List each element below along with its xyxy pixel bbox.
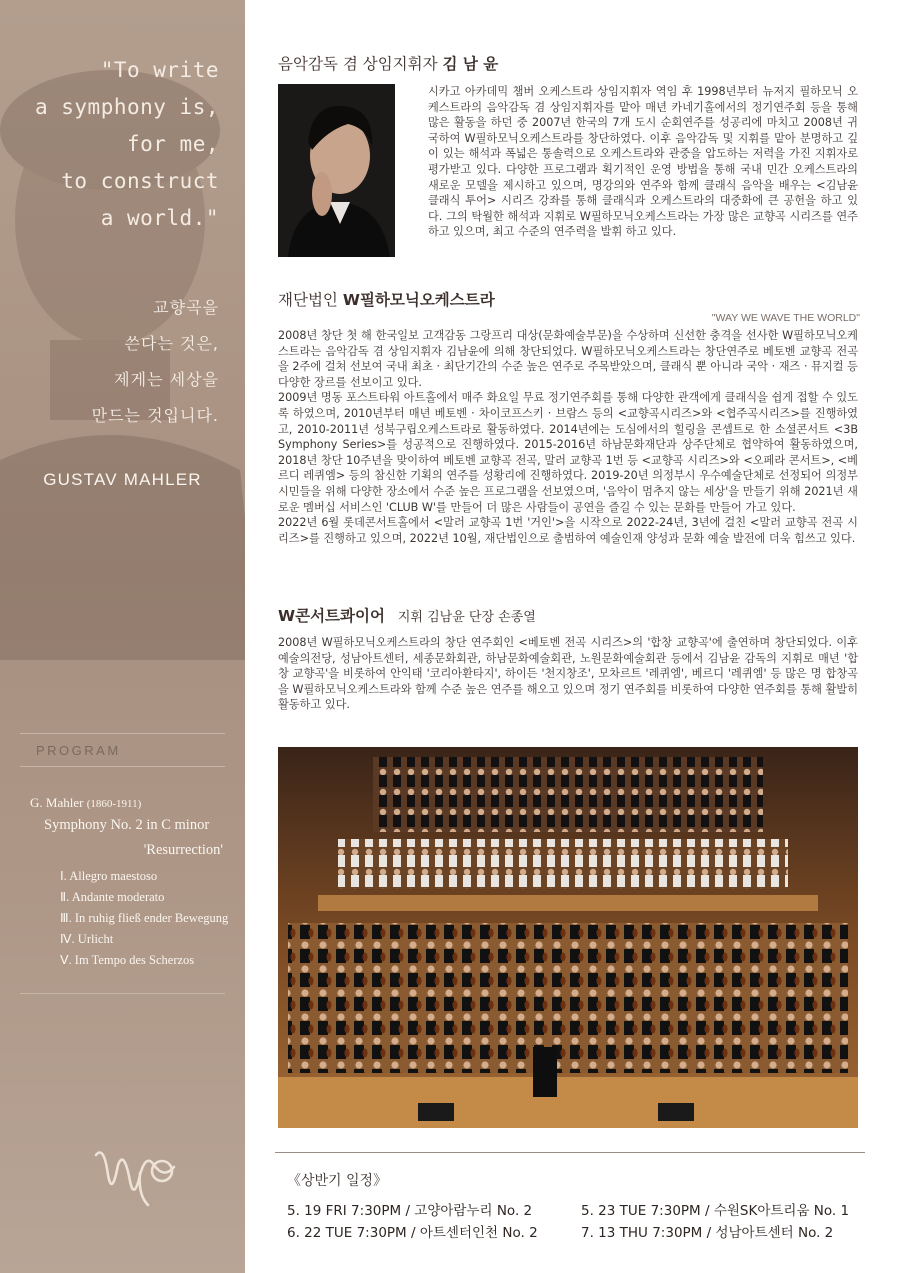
divider [20, 766, 225, 767]
movement-item: Ⅱ. Andante moderato [60, 890, 165, 904]
program-work: Symphony No. 2 in C minor [44, 817, 210, 833]
paragraph: 2008년 창단 첫 해 한국일보 고객감동 그랑프리 대상(문화예술부문)을 수상하며 신선한 충격을 선사한 W필하모닉오케스트라는 음악감독 겸 상임지휘자 김남윤에 의해 창단되었다. W필하모닉오케스트라는 창단연주로 베토벤 교향곡 전곡을 2주에 걸쳐 선보여 국내 최초 · 최단기간의 수준 높은 연주로 주목받았으며, 클래식 뿐 아니라 국악 · 재즈 · 뮤지컬 등 다양한 장르를 선보이고 있다. [278, 329, 858, 389]
program-subtitle: 'Resurrection' [143, 842, 223, 858]
quote-korean [9, 290, 219, 434]
choir-description: 2008년 W필하모닉오케스트라의 창단 연주회인 <베토벤 전곡 시리즈>의 '합창 교향곡'에 출연하며 창단되었다. 이후 예술의전당, 성남아트센터, 세종문화회관, 하남문화예술회관, 노원문화예술회관 등에서 김남윤 감독의 지휘로 매년 '합창 교향곡'을 비롯하여 안익태 '코리아환타지', 하이든 '천지창조', 모차르트 '레퀴엠', 베르디 '레퀴엠' 등 많은 명 합창곡을 W필하모닉오케스트라와 함께 수준 높은 연주를 해오고 있으며 정기 연주회를 비롯하여 다양한 연주회를 통해 활발히 활동하고 있다. [278, 636, 858, 712]
conductor-role: 음악감독 겸 상임지휘자 [278, 55, 438, 73]
quote-line: 쓴다는 것은, [124, 334, 219, 353]
orchestra-history [278, 328, 858, 546]
movement-item: Ⅳ. Urlicht [60, 932, 114, 946]
quote-author: GUSTAV MAHLER [43, 470, 202, 489]
main-content [245, 0, 900, 1273]
composer-years: (1860-1911) [86, 798, 142, 810]
schedule-item: 5. 19 FRI 7:30PM / 고양아람누리 No. 2 [287, 1203, 533, 1219]
paragraph: 2022년 6월 롯데콘서트홀에서 <말러 교향곡 1번 '거인'>을 시작으로 2022-24년, 3년에 걸친 <말러 교향곡 전곡 시리즈>를 진행하고 있으며, 2022년 10월, 재단법인으로 출범하여 예술인재 양성과 문화 예술 발전에 더욱 힘쓰고 있다. [278, 516, 858, 545]
composer-name: G. Mahler [30, 795, 84, 810]
quote-line: 교향곡을 [153, 298, 219, 317]
concert-photo [278, 747, 858, 1128]
schedule-heading: 《상반기 일정》 [287, 1173, 388, 1189]
schedule-item: 7. 13 THU 7:30PM / 성남아트센터 No. 2 [581, 1225, 834, 1241]
orchestra-tagline: "WAY WE WAVE THE WORLD" [711, 312, 860, 324]
conductor-bio: 시카고 아카데믹 챔버 오케스트라 상임지휘자 역임 후 1998년부터 뉴저지 필하모닉 오케스트라의 음악감독 겸 상임지휘자를 맡아 매년 카네기홀에서의 정기연주회 등을 통해 많은 활동을 하던 중 2007년 한국의 7개 도시 순회연주를 성공리에 마치고 2008년 귀국하여 W필하모닉오케스트라를 창단하였다. 이후 음악감독 및 지휘를 맡아 분명하고 깊이 있는 해석과 폭넓은 통솔력으로 오케스트라와 관중을 압도하는 저력을 가진 지휘자로 평가받고 있다. 다양한 프로그램과 획기적인 운영 방법을 통해 국내 민간 오케스트라의 새로운 모델을 제시하고 있으며, 명강의와 연주와 함께 클래식 음악을 배우는 <김남윤 클래식 투어> 시리즈 강좌를 통해 클래식과 오케스트라의 대중화에 큰 공헌을 하고 있다. 그의 탁월한 해석과 지휘로 W필하모닉오케스트라는 가장 많은 교향곡 시리즈를 연주하고 있으며, 최고 수준의 연주력을 발휘 하고 있다. [428, 85, 858, 239]
program-composer [30, 795, 141, 811]
sidebar [0, 0, 245, 1273]
orchestra-heading [278, 288, 495, 310]
movement-list [60, 866, 228, 971]
choir-name: W콘서트콰이어 [278, 607, 385, 625]
quote-line: "To write [100, 58, 219, 82]
schedule-item: 5. 23 TUE 7:30PM / 수원SK아트리움 No. 1 [581, 1203, 850, 1219]
divider [275, 1152, 865, 1153]
movement-item: Ⅲ. In ruhig fließ ender Bewegung [60, 911, 229, 925]
quote-line: 만드는 것입니다. [91, 406, 219, 425]
quote-line: for me, [126, 132, 219, 156]
divider [20, 733, 225, 734]
quote-line: a symphony is, [34, 95, 219, 119]
conductor-heading [278, 52, 498, 74]
paragraph: 2009년 명동 포스트타워 아트홀에서 매주 화요일 무료 정기연주회를 통해 다양한 관객에게 클래식을 쉽게 접할 수 있도록 하였으며, 2010년부터 매년 베토벤 · 차이코프스키 · 브람스 등의 <교향곡시리즈>와 <협주곡시리즈>를 진행하였고, 2010-2011년 성북구립오케스트라로 활동하였다. 2014년에는 도심에서의 힐링을 콘셉트로 한 소셜콘서트 <3B Symphony Series>를 성공적으로 진행하였다. 2015-2016년 하남문화재단과 상주단체로 협약하여 활동하였으며, 2018년 창단 10주년을 맞이하여 베토벤 교향곡 전곡, 말러 교향곡 1번 등 <교향곡 시리즈>와 <오페라 콘서트>, <베르디 레퀴엠> 등의 참신한 기획의 연주를 성황리에 진행하였다. 2019-20년 의정부시 우수예술단체로 선정되어 의정부 시민들을 위해 다양한 장소에서 수준 높은 프로그램을 선보였으며, '음악이 멈추지 않는 세상'을 만들기 위해 2021년 새로운 멤버십 서비스인 'CLUB W'를 만들어 더 많은 사람들이 공연을 즐길 수 있는 문화를 만들어 가고 있다. [278, 391, 858, 514]
orchestra-label: 재단법인 [278, 291, 338, 309]
choir-heading [278, 604, 536, 626]
quote-line: a world." [100, 206, 219, 230]
divider [20, 993, 225, 994]
orchestra-logo-icon [90, 1135, 180, 1215]
choir-credits: 지휘 김남윤 단장 손종열 [397, 610, 536, 625]
quote-line: 제게는 세상을 [114, 370, 219, 389]
quote-line: to construct [61, 169, 219, 193]
movement-item: Ⅰ. Allegro maestoso [60, 869, 158, 883]
program-heading: PROGRAM [36, 743, 121, 758]
schedule-item: 6. 22 TUE 7:30PM / 아트센터인천 No. 2 [287, 1225, 538, 1241]
conductor-name: 김 남 윤 [442, 55, 499, 73]
quote-english [9, 52, 219, 237]
orchestra-name: W필하모닉오케스트라 [342, 291, 495, 309]
conductor-photo [278, 84, 395, 257]
movement-item: Ⅴ. Im Tempo des Scherzos [60, 953, 195, 967]
